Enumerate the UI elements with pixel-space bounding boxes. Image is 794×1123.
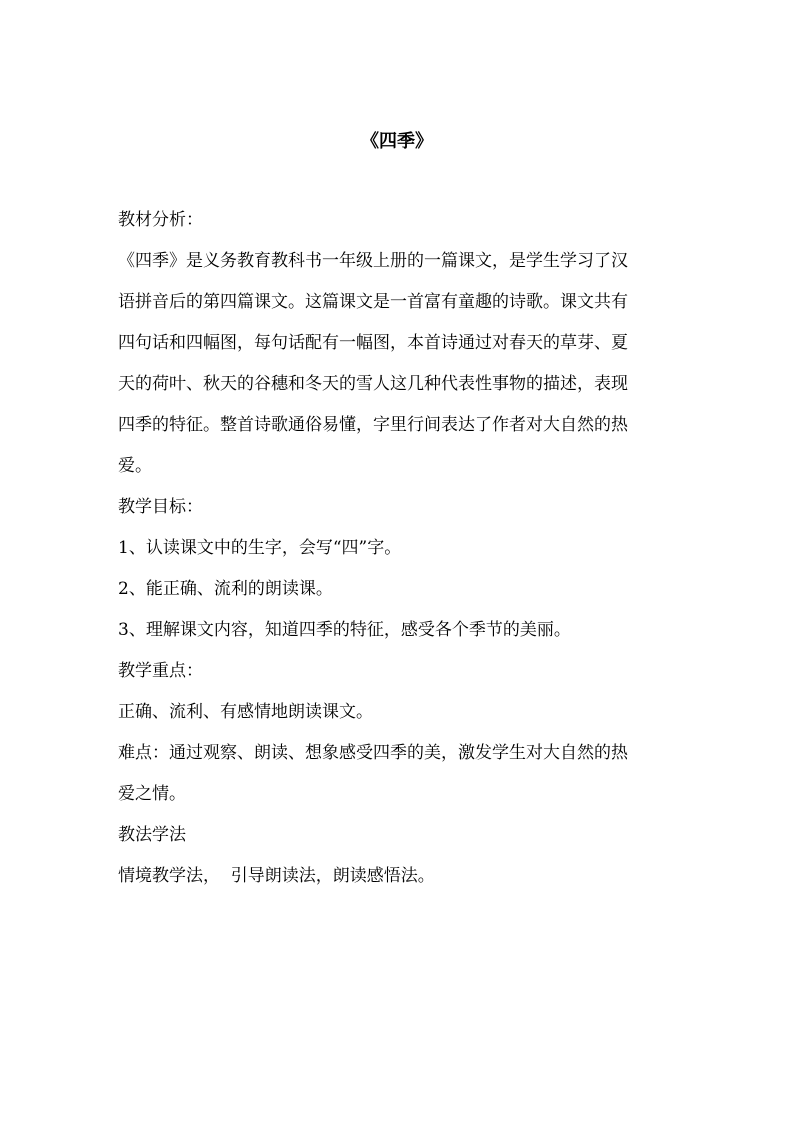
- analysis-heading: 教材分析：: [118, 210, 203, 230]
- difficulty-line: 难点：通过观察、朗读、想象感受四季的美，激发学生对大自然的热: [118, 743, 628, 763]
- focus-text: 正确、流利、有感情地朗读课文。: [118, 702, 373, 722]
- goal-item: 3、理解课文内容，知道四季的特征，感受各个季节的美丽。: [118, 620, 571, 640]
- analysis-line: 《四季》是义务教育教科书一年级上册的一篇课文，是学生学习了汉: [118, 251, 628, 271]
- analysis-line: 语拼音后的第四篇课文。这篇课文是一首富有童趣的诗歌。课文共有: [118, 292, 628, 312]
- goal-item: 2、能正确、流利的朗读课。: [118, 579, 333, 599]
- analysis-line: 四句话和四幅图，每句话配有一幅图，本首诗通过对春天的草芽、夏: [118, 333, 628, 353]
- goals-heading: 教学目标：: [118, 497, 203, 517]
- methods-text: 情境教学法， 引导朗读法，朗读感悟法。: [118, 866, 435, 886]
- document-title: 《四季》: [361, 131, 433, 152]
- analysis-line: 四季的特征。整首诗歌通俗易懂，字里行间表达了作者对大自然的热: [118, 415, 628, 435]
- goal-item: 1、认读课文中的生字，会写“四”字。: [118, 538, 402, 558]
- difficulty-paragraph: [118, 733, 678, 815]
- analysis-paragraph: [118, 241, 678, 487]
- difficulty-line: 爱之情。: [118, 784, 186, 804]
- focus-heading: 教学重点：: [118, 661, 203, 681]
- analysis-line: 爱。: [118, 456, 152, 476]
- document-body: [118, 200, 678, 897]
- analysis-line: 天的荷叶、秋天的谷穗和冬天的雪人这几种代表性事物的描述，表现: [118, 374, 628, 394]
- methods-heading: 教法学法: [118, 825, 186, 845]
